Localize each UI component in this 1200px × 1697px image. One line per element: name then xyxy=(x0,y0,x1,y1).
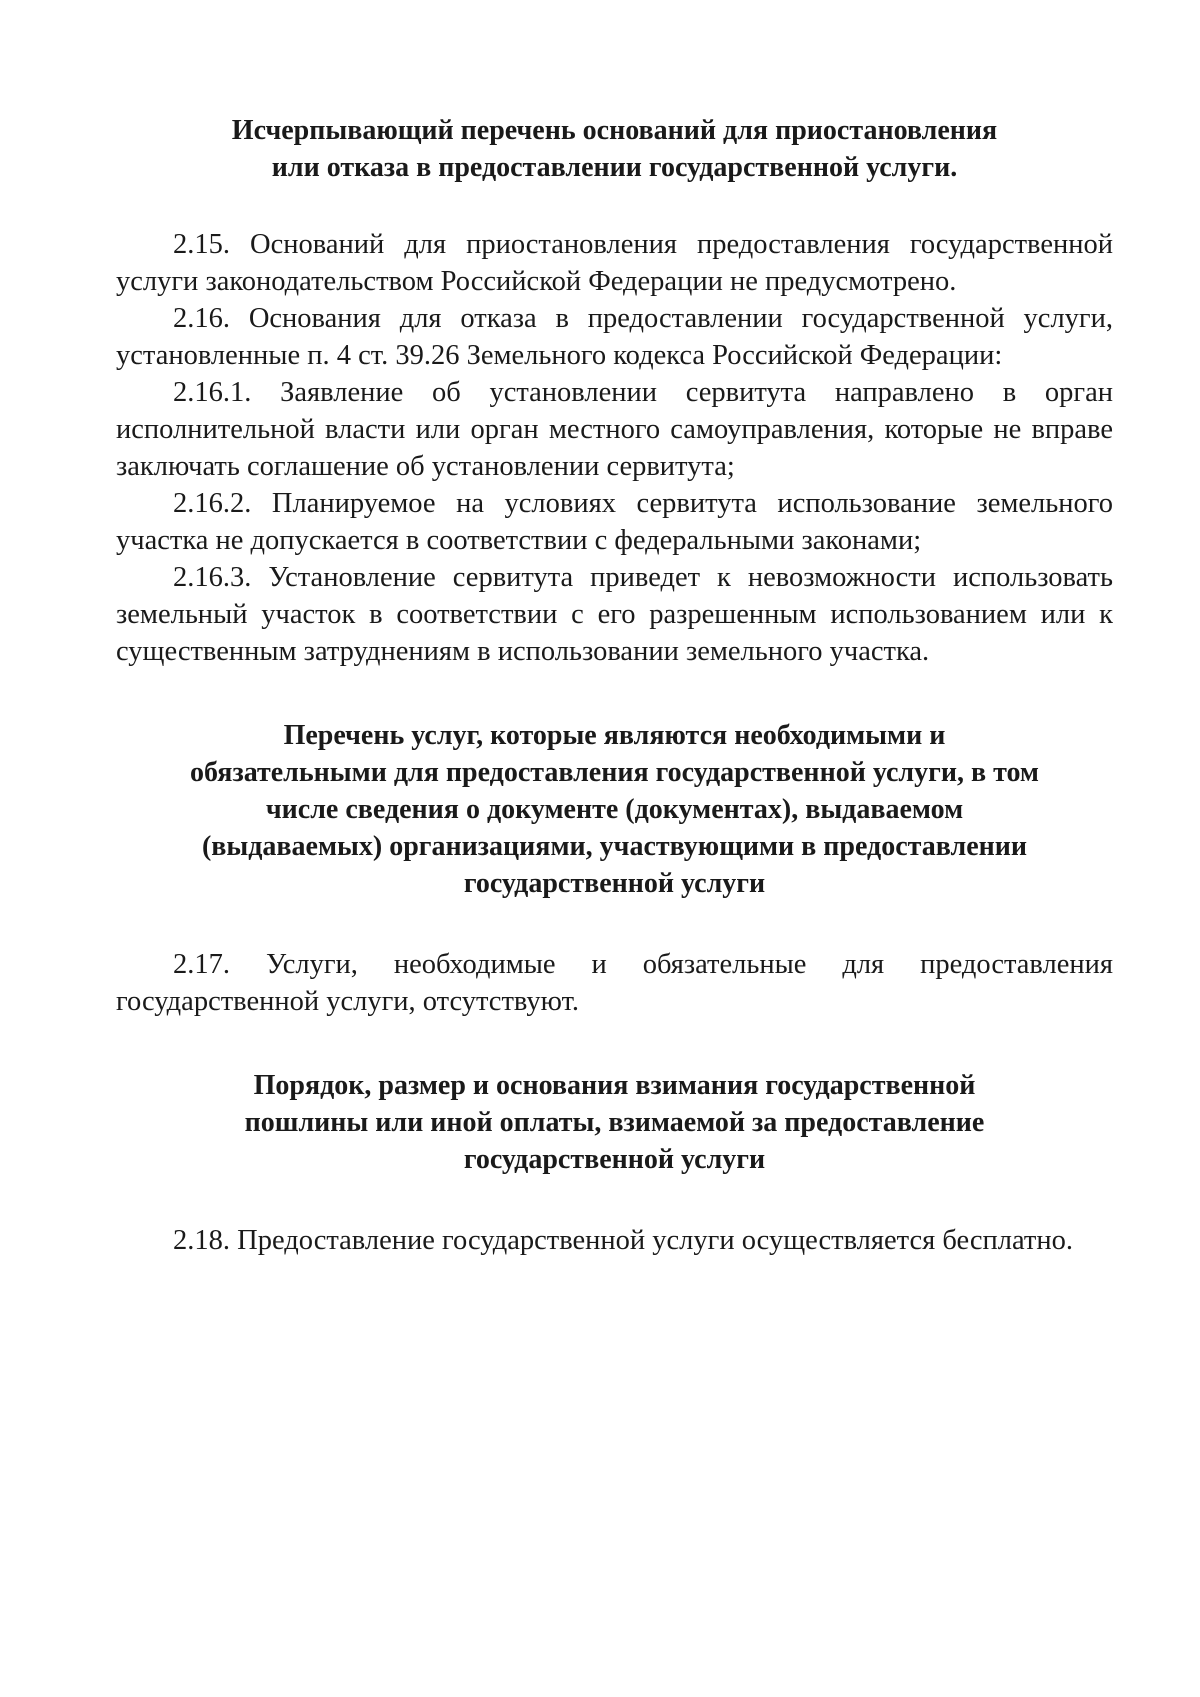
section-required-services xyxy=(116,717,1113,1020)
heading-line: Перечень услуг, которые являются необходимыми и xyxy=(283,720,946,751)
paragraph-2-16-3: 2.16.3. Установление сервитута приведет к невозможности использовать земельный участок в соответствии с его разрешенным использованием или к существенным затруднениям в использовании земельного участка. xyxy=(116,562,1113,667)
paragraph-2-17: 2.17. Услуги, необходимые и обязательные для предоставления государственной услуги, отсутствуют. xyxy=(116,949,1113,1017)
heading-line: обязательными для предоставления государственной услуги, в том xyxy=(190,757,1039,788)
section-heading xyxy=(116,112,1113,186)
heading-line: Исчерпывающий перечень оснований для приостановления xyxy=(231,115,998,146)
section-state-fee xyxy=(116,1067,1113,1259)
heading-line: пошлины или иной оплаты, взимаемой за предоставление xyxy=(244,1107,985,1138)
paragraph-2-18: 2.18. Предоставление государственной услуги осуществляется бесплатно. xyxy=(173,1225,1073,1256)
section-heading xyxy=(116,1067,1113,1178)
heading-line: (выдаваемых) организациями, участвующими в предоставлении xyxy=(201,831,1028,862)
heading-line: или отказа в предоставлении государственной услуги. xyxy=(271,152,958,183)
document-page xyxy=(116,112,1113,1259)
section-heading xyxy=(116,717,1113,902)
heading-line: числе сведения о документе (документах), выдаваемом xyxy=(265,794,964,825)
paragraph-2-16: 2.16. Основания для отказа в предоставлении государственной услуги, установленные п. 4 ст. 39.26 Земельного кодекса Российской Федерации: xyxy=(116,303,1113,371)
paragraph-2-16-1: 2.16.1. Заявление об установлении сервитута направлено в орган исполнительной власти или орган местного самоуправления, которые не вправе заключать соглашение об установлении сервитута; xyxy=(116,377,1113,482)
heading-line: Порядок, размер и основания взимания государственной xyxy=(253,1070,976,1101)
heading-line: государственной услуги xyxy=(463,868,766,899)
heading-line: государственной услуги xyxy=(463,1144,766,1175)
paragraph-2-16-2: 2.16.2. Планируемое на условиях сервитута использование земельного участка не допускается в соответствии с федеральными законами; xyxy=(116,488,1113,556)
section-suspension-refusal xyxy=(116,112,1113,670)
paragraph-2-15: 2.15. Оснований для приостановления предоставления государственной услуги законодательством Российской Федерации не предусмотрено. xyxy=(116,229,1113,297)
